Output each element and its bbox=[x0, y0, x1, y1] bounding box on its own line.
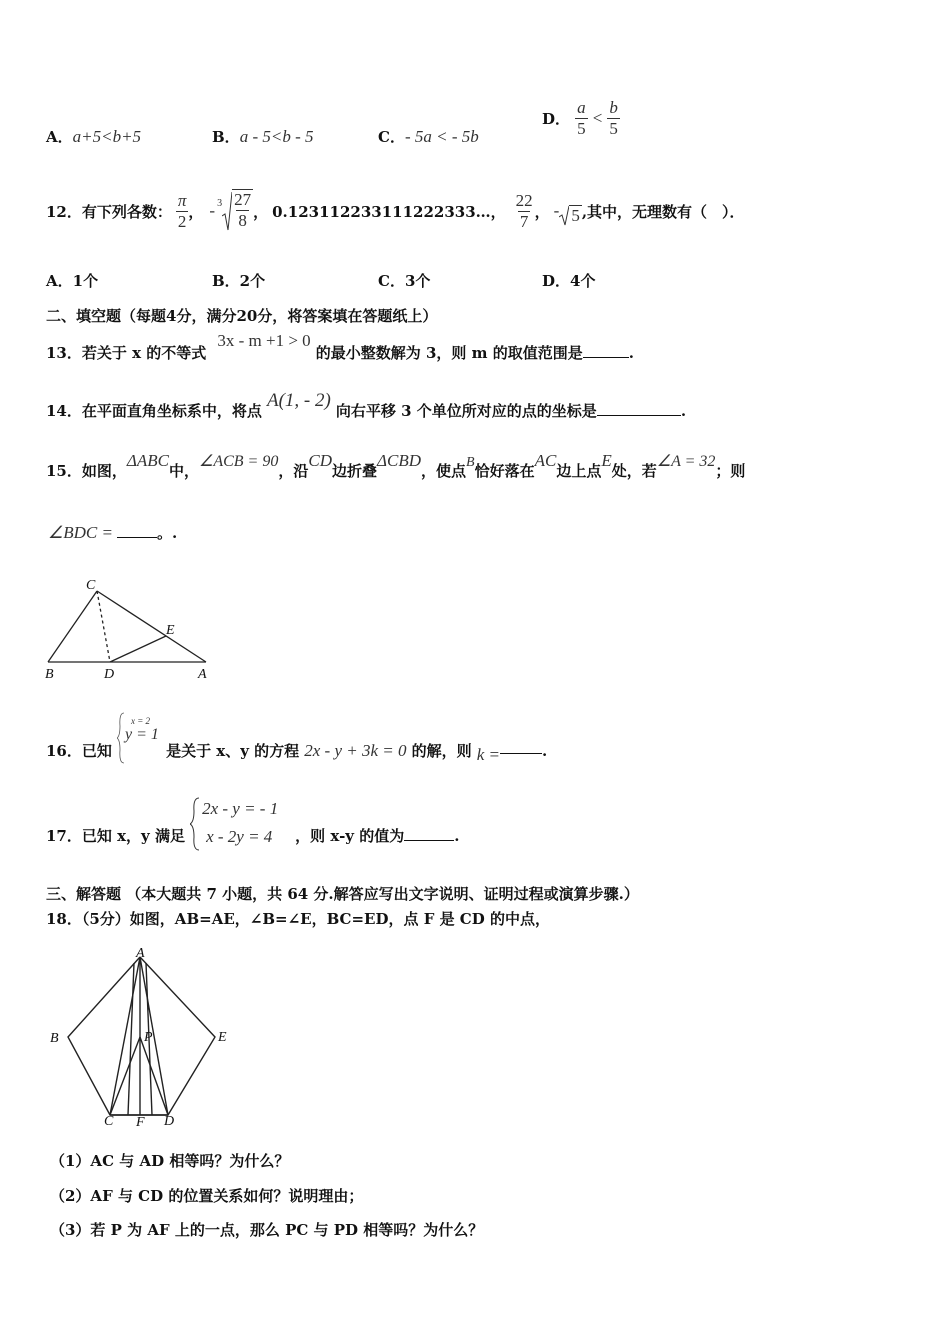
figure-folded-triangle bbox=[40, 575, 220, 685]
option-label: D． bbox=[542, 110, 571, 128]
figure-pentagon bbox=[40, 945, 240, 1130]
q14: 14．在平面直角坐标系中，将点 A(1, - 2) 向右平移 3 个单位所对应的点的坐标是 . bbox=[46, 390, 687, 420]
comma: ， bbox=[534, 202, 550, 221]
brace-icon bbox=[190, 797, 200, 851]
q15-answer-line: ∠BDC = 。. bbox=[48, 523, 178, 542]
q11-option-c bbox=[378, 126, 479, 147]
option-label: A． bbox=[46, 128, 73, 146]
equation-2: x - 2y = 4 bbox=[206, 827, 273, 846]
equation: 2x - y + 3k = 0 bbox=[304, 741, 407, 760]
answer-blank bbox=[117, 537, 157, 538]
system-brace bbox=[190, 797, 290, 851]
angle-bdc: ∠BDC = bbox=[48, 523, 113, 542]
radical-sign-icon bbox=[559, 204, 569, 226]
q12-option-b: B．2个 bbox=[212, 272, 266, 290]
option-label: B． bbox=[212, 128, 240, 146]
triangle-abc: ΔABC bbox=[126, 451, 169, 470]
q12-option-c: C．3个 bbox=[378, 272, 431, 290]
q11-option-b bbox=[212, 126, 313, 147]
fraction-22-over-7: $\frac{22}{7}$ bbox=[515, 190, 533, 231]
answer-blank bbox=[583, 357, 629, 358]
point-b: B bbox=[466, 455, 475, 470]
q11-option-d bbox=[542, 98, 620, 139]
inequality: 3x - m +1 > 0 bbox=[217, 331, 311, 350]
label-b: B bbox=[45, 667, 54, 682]
triangle-cbd: ΔCBD bbox=[377, 451, 421, 470]
equation-1: 2x - y = - 1 bbox=[202, 799, 279, 818]
label-a: A bbox=[198, 667, 207, 682]
option-expr: a - 5<b - 5 bbox=[239, 127, 314, 146]
radical-sign-icon bbox=[222, 190, 232, 232]
segment-bc bbox=[48, 591, 97, 662]
label-f: F bbox=[136, 1115, 145, 1130]
option-expr: a+5<b+5 bbox=[72, 127, 142, 146]
root-fraction: $\frac{27}{8}$ bbox=[234, 190, 252, 230]
q12-stem bbox=[46, 190, 745, 232]
q12-option-a: A．1个 bbox=[46, 272, 99, 290]
option-expr: - 5a < - 5b bbox=[404, 127, 479, 146]
q18-sub-1: （1）AC 与 AD 相等吗？为什么？ bbox=[50, 1152, 290, 1170]
angle-acb: ∠ACB = 90 bbox=[198, 453, 279, 470]
q11-option-a bbox=[46, 126, 141, 147]
cube-root bbox=[217, 190, 253, 232]
q18-sub-3: （3）若 P 为 AF 上的一点，那么 PC 与 PD 相等吗？为什么？ bbox=[50, 1221, 484, 1239]
less-than: < bbox=[592, 108, 603, 128]
comma: ， bbox=[188, 202, 204, 221]
section-3-heading: 三、解答题 （本大题共 7 小题，共 64 分.解答应写出文字说明、证明过程或演算步骤.） bbox=[46, 885, 639, 903]
q16: 16．已知 x = 2 y = 1 是关于 x、y 的方程 2x - y + 3k = 0 的解，则 k = . bbox=[46, 712, 547, 764]
brace-icon bbox=[117, 712, 125, 764]
sqrt-5: 5 bbox=[559, 204, 582, 226]
pentagon-outline bbox=[68, 957, 215, 1115]
q13: 13．若关于 x 的不等式 3x - m +1 > 0 的最小整数解为 3，则 m 的取值范围是 . bbox=[46, 331, 634, 362]
label-c: C bbox=[86, 578, 96, 593]
q12-option-d: D．4个 bbox=[542, 272, 596, 290]
small-eq: x = 2 bbox=[130, 716, 151, 726]
option-label: C． bbox=[378, 128, 405, 146]
label-e: E bbox=[166, 623, 175, 638]
inner-line-left bbox=[128, 963, 134, 1115]
pi-over-2: $\frac{\pi}{2}$ bbox=[177, 190, 187, 231]
segment-cd: CD bbox=[308, 451, 332, 470]
label-a: A bbox=[136, 946, 145, 961]
label-d: D bbox=[104, 667, 115, 682]
segment-ac bbox=[110, 957, 140, 1115]
eq-y: y = 1 bbox=[124, 726, 159, 743]
answer-blank bbox=[597, 415, 681, 416]
k-eq: k = bbox=[476, 745, 500, 764]
segment-ca bbox=[97, 591, 206, 662]
minus-sign: - bbox=[553, 201, 560, 220]
label-c: C bbox=[104, 1114, 114, 1129]
segment-ac: AC bbox=[534, 451, 557, 470]
fraction-b-over-5: $\frac{b}{5}$ bbox=[609, 98, 618, 138]
segment-de bbox=[110, 636, 166, 662]
label-b: B bbox=[50, 1031, 59, 1046]
segment-pc bbox=[110, 1037, 140, 1115]
section-2-heading: 二、填空题（每题4分，满分20分，将答案填在答题纸上） bbox=[46, 307, 438, 325]
point-a: A(1, - 2) bbox=[266, 390, 331, 411]
answer-blank bbox=[500, 753, 542, 754]
q15: 15．如图，ΔABC中，∠ACB = 90，沿CD边折叠ΔCBD，使点B恰好落在AC边上点E处，若∠A = 32；则 bbox=[46, 451, 746, 480]
segment-pd bbox=[140, 1037, 168, 1115]
answer-blank bbox=[404, 840, 454, 841]
root-index: 3 bbox=[217, 197, 223, 209]
segment-cd bbox=[97, 591, 110, 662]
system-brace bbox=[117, 712, 161, 764]
minus-sign: - bbox=[209, 201, 216, 220]
label-p: P bbox=[144, 1030, 153, 1045]
q17: 17．已知 x，y 满足 2x - y = - 1 x - 2y = 4 ，则 x-y 的值为 . bbox=[46, 797, 459, 851]
q18-sub-2: （2）AF 与 CD 的位置关系如何？说明理由； bbox=[50, 1187, 364, 1205]
decimal-number: 0.123112233111222333…， bbox=[272, 202, 506, 221]
angle-a: ∠A = 32 bbox=[656, 453, 716, 470]
comma: ， bbox=[253, 202, 269, 221]
label-e: E bbox=[218, 1030, 227, 1045]
label-d: D bbox=[164, 1114, 175, 1129]
q18-stem: 18．（5分）如图，AB=AE，∠B=∠E，BC=ED，点 F 是 CD 的中点， bbox=[46, 910, 550, 928]
fraction-a-over-5: $\frac{a}{5}$ bbox=[577, 98, 586, 138]
q12-suffix: ,其中，无理数有（ ）． bbox=[581, 202, 745, 221]
point-e: E bbox=[601, 451, 612, 470]
q12-prefix: 12．有下列各数： bbox=[46, 202, 172, 221]
